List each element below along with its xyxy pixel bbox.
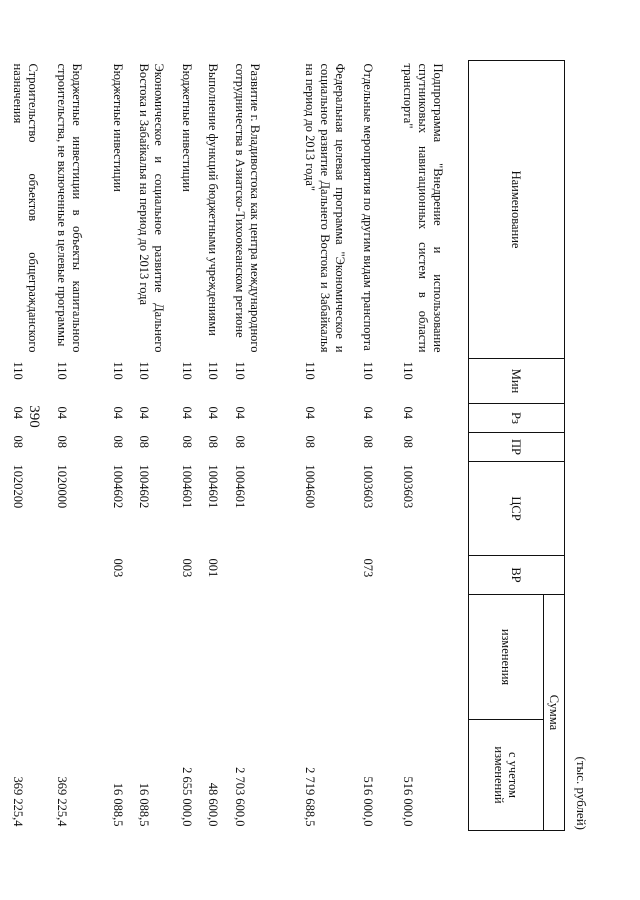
header-changes: изменения [469, 595, 544, 720]
row-pr: 08 [206, 435, 221, 448]
row-name: Федеральная целевая программа "Экономическое и социальное развитие Дальнего Востока и Забайкалья на период до 2013 года" [303, 63, 348, 353]
page-number: 390 [25, 405, 42, 428]
row-changes [359, 595, 399, 720]
table-body [9, 61, 469, 831]
table-row [109, 61, 135, 831]
row-csr: 1004602 [137, 464, 152, 509]
row-total: 2 719 688,5 [303, 767, 318, 827]
table-row [399, 61, 469, 831]
row-changes [135, 595, 178, 720]
row-changes [301, 595, 359, 720]
row-rz: 04 [206, 406, 221, 419]
row-vr [301, 556, 359, 595]
row-total: 2 655 000,0 [180, 767, 195, 827]
row-min: 110 [401, 361, 416, 380]
row-csr: 1004601 [180, 464, 195, 509]
row-pr: 08 [303, 435, 318, 448]
table-row [359, 61, 399, 831]
row-pr: 08 [401, 435, 416, 448]
row-min: 110 [137, 361, 152, 380]
row-changes [109, 595, 135, 720]
row-name: Строительство объектов общегражданского назначения [11, 63, 41, 353]
row-total: 48 600,0 [206, 782, 221, 827]
row-pr: 08 [137, 435, 152, 448]
table-row [9, 61, 53, 831]
row-vr [9, 556, 53, 595]
header-with-changes: с учетом изменений [469, 720, 544, 831]
row-total: 16 088,5 [111, 782, 126, 827]
row-csr: 1003603 [361, 464, 376, 509]
row-name: Бюджетные инвестиции в объекты капитального строительства, не включенные в целевые программы [55, 63, 85, 353]
row-rz: 04 [180, 406, 195, 419]
row-csr: 1020000 [55, 464, 70, 509]
row-total: 369 225,4 [55, 776, 70, 827]
row-total: 2 703 600,0 [233, 767, 248, 827]
header-rz: Рз [469, 404, 565, 433]
table-row [231, 61, 301, 831]
row-vr: 001 [206, 558, 221, 578]
header-name: Наименование [469, 61, 565, 359]
row-name: Отдельные мероприятия по другим видам транспорта [361, 63, 376, 351]
row-csr: 1020200 [11, 464, 26, 509]
header-sum: Сумма [544, 595, 565, 831]
header-vr: ВР [469, 556, 565, 595]
row-csr: 1004601 [233, 464, 248, 509]
unit-note: (тыс. рублей) [574, 756, 589, 830]
row-name: Экономическое и социальное развитие Дальнего Востока и Забайкалья на период до 2013 года [137, 63, 167, 353]
row-csr: 1004601 [206, 464, 221, 509]
row-vr: 003 [111, 558, 126, 578]
table-row [53, 61, 109, 831]
table-row [135, 61, 178, 831]
row-min: 110 [180, 361, 195, 380]
row-min: 110 [361, 361, 376, 380]
row-vr [231, 556, 301, 595]
row-changes [178, 595, 204, 720]
row-total: 369 225,4 [11, 776, 26, 827]
row-min: 110 [206, 361, 221, 380]
row-pr: 08 [233, 435, 248, 448]
row-pr: 08 [180, 435, 195, 448]
row-csr: 1003603 [401, 464, 416, 509]
row-rz: 04 [361, 406, 376, 419]
row-vr [399, 556, 469, 595]
row-changes [204, 595, 231, 720]
header-pr: ПР [469, 433, 565, 462]
row-changes [399, 595, 469, 720]
row-vr: 003 [180, 558, 195, 578]
row-min: 110 [11, 361, 26, 380]
row-min: 110 [233, 361, 248, 380]
row-rz: 04 [111, 406, 126, 419]
row-vr: 073 [361, 558, 376, 578]
row-vr [53, 556, 109, 595]
row-pr: 08 [55, 435, 70, 448]
row-changes [231, 595, 301, 720]
row-rz: 04 [401, 406, 416, 419]
row-rz: 04 [11, 406, 26, 419]
row-pr: 08 [111, 435, 126, 448]
table-header [469, 61, 565, 831]
table-row [178, 61, 204, 831]
row-name: Развитие г. Владивостока как центра международного сотрудничества в Азиатско-Тихоокеанском регионе [233, 63, 263, 353]
row-vr [135, 556, 178, 595]
row-changes [9, 595, 53, 720]
row-rz: 04 [137, 406, 152, 419]
row-csr: 1004602 [111, 464, 126, 509]
row-name: Выполнение функций бюджетными учреждениями [206, 63, 221, 336]
row-min: 110 [303, 361, 318, 380]
row-name: Бюджетные инвестиции [111, 63, 126, 192]
budget-table [9, 60, 566, 831]
row-min: 110 [111, 361, 126, 380]
row-csr: 1004600 [303, 464, 318, 509]
row-min: 110 [55, 361, 70, 380]
row-total: 516 000,0 [401, 776, 416, 827]
table-row [301, 61, 359, 831]
row-name: Подпрограмма "Внедрение и использование спутниковых навигационных систем в области транспорта" [401, 63, 446, 353]
row-rz: 04 [233, 406, 248, 419]
row-name: Бюджетные инвестиции [180, 63, 195, 192]
header-min: Мин [469, 359, 565, 404]
row-pr: 08 [361, 435, 376, 448]
row-total: 516 000,0 [361, 776, 376, 827]
header-csr: ЦСР [469, 462, 565, 556]
row-changes [53, 595, 109, 720]
row-rz: 04 [303, 406, 318, 419]
row-rz: 04 [55, 406, 70, 419]
row-total: 16 088,5 [137, 782, 152, 827]
table-row [204, 61, 231, 831]
row-pr: 08 [11, 435, 26, 448]
